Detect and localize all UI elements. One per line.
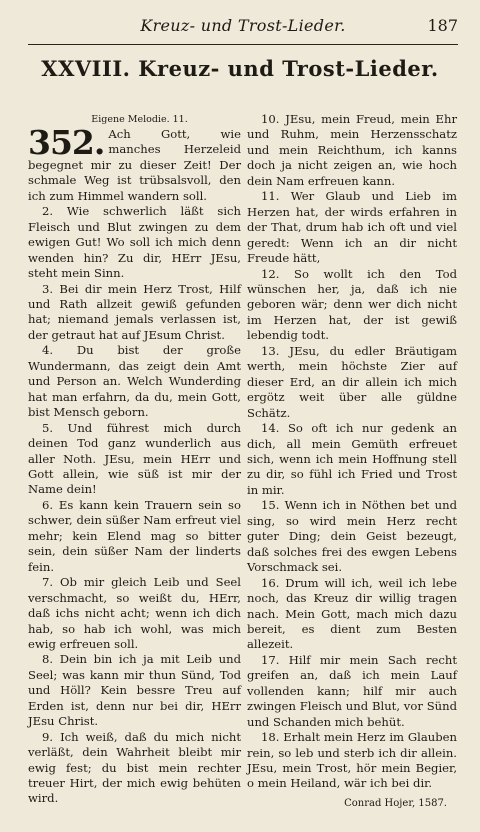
section-title: XXVIII. Kreuz- und Trost-Lieder. [41, 56, 439, 81]
verse-5: 5. Und führest mich durch deinen Tod ganz wunderlich aus aller Noth. JEsu, mein HErr und Gott allein, wie süß ist mir der Name dein! [28, 420, 241, 497]
verse-6: 6. Es kann kein Trauern sein so schwer, dein süßer Nam erfreut viel mehr; kein Elend mag so bitter sein, dein süßer Nam der linderts fein. [28, 497, 241, 574]
hymn-352 [28, 123, 241, 204]
hymn-author: Conrad Hojer, 1587. [344, 797, 447, 809]
page-number: 187 [427, 16, 458, 35]
verse-10: 10. JEsu, mein Freud, mein Ehr und Ruhm, mein Herzensschatz und mein Reichthum, ich kanns doch ja nicht zeigen an, wie hoch dein Nam erfreuen kann. [247, 112, 457, 188]
verse-7: 7. Ob mir gleich Leib und Seel verschmacht, so weißt du, HErr, daß ichs nicht acht; wenn ich dich hab, so hab ich wohl, was mich ewig erfreuen soll. [28, 575, 241, 651]
melody-note: Eigene Melodie. 11. [91, 114, 188, 125]
verse-3: 3. Bei dir mein Herz Trost, Hilf und Rath allzeit gewiß gefunden hat; niemand jemals verlassen ist, der getraut hat auf JEsum Christ. [28, 281, 241, 342]
verse-15: 15. Wenn ich in Nöthen bet und sing, so wird mein Herz recht guter Ding; dein Geist bezeugt, daß solches frei des ewgen Lebens Vorschmack sei. [247, 498, 457, 575]
verse-12: 12. So wollt ich den Tod wünschen her, ja, daß ich nie geboren wär; denn wer dich nicht im Herzen hat, der ist gewiß lebendig todt. [247, 266, 457, 343]
verse-14: 14. So oft ich nur gedenk an dich, all mein Gemüth erfreuet sich, wenn ich mein Hoffnung stell zu dir, so fühl ich Fried und Trost in mir. [247, 421, 457, 497]
verse-11: 11. Wer Glaub und Lieb im Herzen hat, der wirds erfahren in der That, drum hab ich oft und viel geredt: Wenn ich an dir nicht Freude hätt, [247, 189, 457, 266]
running-header [28, 14, 458, 40]
verse-8: 8. Dein bin ich ja mit Leib und Seel; was kann mir thun Sünd, Tod und Höll? Kein bessre Treu auf Erden ist, denn nur bei dir, HErr JEsu Christ. [28, 652, 241, 729]
verse-16: 16. Drum will ich, weil ich lebe noch, das Kreuz dir willig tragen nach. Mein Gott, mach mich dazu bereit, es dient zum Besten allezeit. [247, 575, 457, 652]
right-column [247, 112, 457, 811]
header-rule [28, 44, 458, 45]
verse-9: 9. Ich weiß, daß du mich nicht verläßt, dein Wahrheit bleibt mir ewig fest; du bist mein rechter treuer Hirt, der mich ewig behüten wird. [28, 729, 241, 806]
running-title: Kreuz- und Trost-Lieder. [140, 16, 346, 35]
hymn-number: 352. [28, 123, 105, 162]
verse-2: 2. Wie schwerlich läßt sich Fleisch und Blut zwingen zu dem ewigen Gut! Wo soll ich mich denn wenden hin? Zu dir, HErr JEsu, steht mein Sinn. [28, 204, 241, 281]
verse-17: 17. Hilf mir mein Sach recht greifen an, daß ich mein Lauf vollenden kann; hilf mir auch zwingen Fleisch und Blut, vor Sünd und Schanden mich behüt. [247, 652, 457, 729]
verse-1: Ach Gott, wie manches Herzeleid begegnet mir zu dieser Zeit! Der schmale Weg ist trübsalsvoll, den ich zum Himmel wandern soll. [28, 127, 241, 203]
verse-18: 18. Erhalt mein Herz im Glauben rein, so leb und sterb ich dir allein. JEsu, mein Trost, hör mein Begier, o mein Heiland, wär ich bei dir. [247, 730, 457, 791]
verse-4: 4. Du bist der große Wundermann, das zeigt dein Amt und Person an. Welch Wunderding hat man erfahrn, da du, mein Gott, bist Mensch geborn. [28, 343, 241, 420]
verse-13: 13. JEsu, du edler Bräutigam werth, mein höchste Zier auf dieser Erd, an dir allein ich mich ergötz weit über alle güldne Schätz. [247, 343, 457, 420]
left-column [28, 112, 241, 807]
